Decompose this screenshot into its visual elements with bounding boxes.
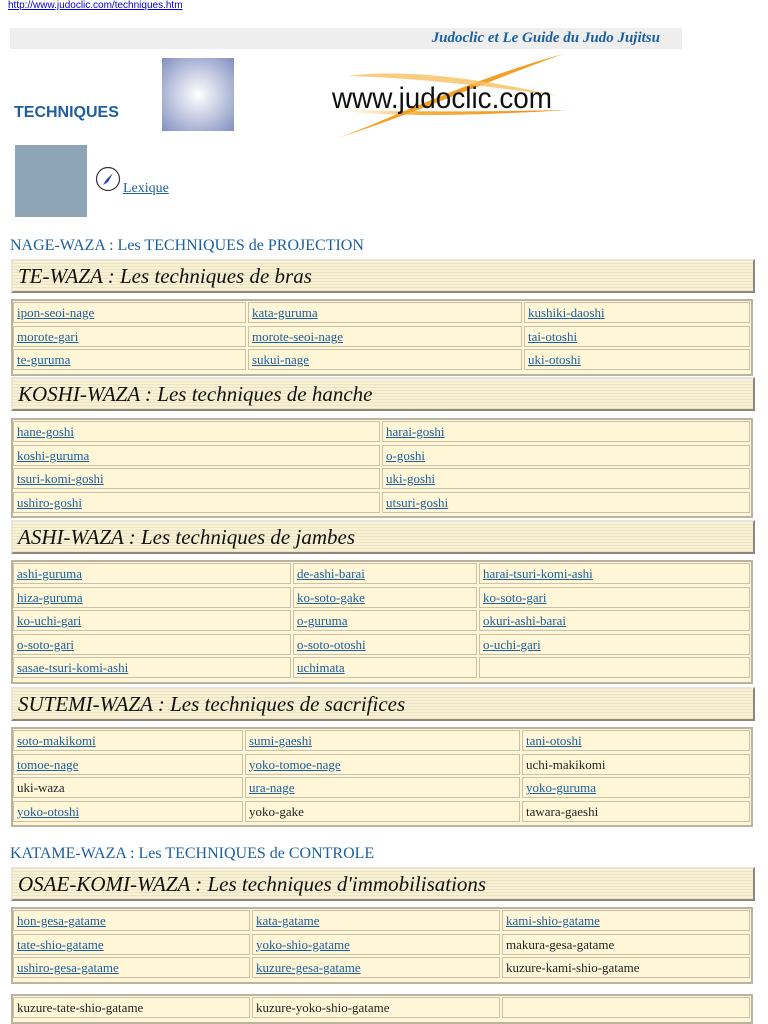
- technique-link[interactable]: o-uchi-gari: [483, 636, 541, 652]
- technique-cell: [248, 302, 522, 323]
- technique-cell: [13, 610, 291, 631]
- technique-cell: [293, 563, 477, 584]
- technique-cell: [382, 492, 750, 513]
- technique-link[interactable]: harai-tsuri-komi-ashi: [483, 566, 593, 581]
- technique-cell: [293, 634, 477, 655]
- logo-text: www.judoclic.com: [331, 82, 552, 115]
- technique-link[interactable]: o-guruma: [297, 613, 348, 629]
- technique-cell: [479, 610, 750, 631]
- technique-link[interactable]: ko-soto-gari: [483, 589, 547, 605]
- technique-cell: [245, 777, 520, 798]
- technique-link[interactable]: sumi-gaeshi: [249, 733, 312, 748]
- section-header: [11, 867, 755, 901]
- technique-link[interactable]: ura-nage: [249, 780, 295, 796]
- technique-link[interactable]: ushiro-goshi: [17, 494, 82, 510]
- technique-text: yoko-gake: [249, 803, 304, 819]
- technique-link[interactable]: yoko-tomoe-nage: [249, 756, 341, 772]
- technique-link[interactable]: uki-goshi: [386, 471, 436, 487]
- technique-cell: [13, 777, 243, 798]
- technique-cell: [479, 634, 750, 655]
- technique-cell: [13, 302, 246, 323]
- technique-link[interactable]: sukui-nage: [252, 352, 310, 368]
- technique-cell: [293, 657, 477, 678]
- technique-cell: [13, 730, 243, 751]
- technique-link[interactable]: kata-gatame: [256, 913, 320, 928]
- technique-cell: [502, 997, 750, 1018]
- technique-cell: [479, 563, 750, 584]
- technique-text: kuzure-yoko-shio-gatame: [256, 1000, 390, 1015]
- section-header-title: SUTEMI-WAZA : Les techniques de sacrifices: [18, 692, 406, 716]
- technique-link[interactable]: yoko-guruma: [526, 780, 597, 796]
- technique-cell: [13, 957, 250, 978]
- page-url-link[interactable]: http://www.judoclic.com/techniques.htm: [8, 0, 183, 11]
- technique-link[interactable]: ko-uchi-gari: [17, 613, 82, 629]
- technique-link[interactable]: de-ashi-barai: [297, 566, 365, 581]
- technique-link[interactable]: o-soto-gari: [17, 636, 75, 652]
- technique-cell: [248, 326, 522, 347]
- technique-cell: [13, 563, 291, 584]
- technique-cell: [13, 587, 291, 608]
- technique-cell: [252, 934, 500, 955]
- technique-cell: [293, 587, 477, 608]
- technique-cell: [245, 754, 520, 775]
- technique-cell: [502, 957, 750, 978]
- technique-link[interactable]: morote-seoi-nage: [252, 328, 343, 344]
- technique-cell: [252, 957, 500, 978]
- page-title: TECHNIQUES: [14, 104, 119, 121]
- technique-link[interactable]: okuri-ashi-barai: [483, 613, 567, 629]
- technique-link[interactable]: ipon-seoi-nage: [17, 305, 95, 320]
- technique-cell: [524, 326, 750, 347]
- technique-link[interactable]: tate-shio-gatame: [17, 936, 104, 952]
- technique-cell: [479, 657, 750, 678]
- technique-cell: [522, 777, 750, 798]
- section-header: [11, 687, 755, 721]
- technique-cell: [293, 610, 477, 631]
- technique-cell: [13, 801, 243, 822]
- section-header: [11, 377, 755, 411]
- technique-cell: [13, 997, 250, 1018]
- technique-text: kuzure-tate-shio-gatame: [17, 1000, 144, 1015]
- grey-image: [15, 145, 87, 217]
- technique-cell: [13, 910, 250, 931]
- technique-link[interactable]: uki-otoshi: [528, 352, 581, 368]
- section-header-title: KOSHI-WAZA : Les techniques de hanche: [18, 382, 373, 406]
- gradient-image: [162, 58, 234, 131]
- section-header-title: TE-WAZA : Les techniques de bras: [18, 264, 312, 288]
- technique-cell: [522, 730, 750, 751]
- technique-cell: [522, 754, 750, 775]
- technique-text: makura-gesa-gatame: [506, 936, 615, 952]
- technique-cell: [252, 910, 500, 931]
- technique-text: uchi-makikomi: [526, 756, 606, 772]
- technique-cell: [524, 349, 750, 370]
- technique-cell: [382, 468, 750, 489]
- technique-cell: [245, 730, 520, 751]
- technique-link[interactable]: kuzure-gesa-gatame: [256, 960, 361, 976]
- technique-cell: [13, 634, 291, 655]
- technique-cell: [13, 326, 246, 347]
- technique-cell: [245, 801, 520, 822]
- technique-link[interactable]: o-soto-otoshi: [297, 636, 366, 652]
- technique-cell: [252, 997, 500, 1018]
- katame-waza-heading: KATAME-WAZA : Les TECHNIQUES de CONTROLE: [10, 845, 375, 862]
- technique-link[interactable]: sasae-tsuri-komi-ashi: [17, 660, 129, 676]
- technique-cell: [13, 421, 380, 442]
- technique-link[interactable]: kami-shio-gatame: [506, 913, 600, 928]
- technique-link[interactable]: tani-otoshi: [526, 733, 582, 748]
- nage-waza-heading: NAGE-WAZA : Les TECHNIQUES de PROJECTION: [10, 237, 364, 254]
- technique-cell: [13, 492, 380, 513]
- technique-link[interactable]: hiza-guruma: [17, 589, 83, 605]
- technique-link[interactable]: yoko-otoshi: [17, 803, 80, 819]
- lexique-link[interactable]: Lexique: [123, 181, 169, 196]
- technique-text: tawara-gaeshi: [526, 803, 599, 819]
- technique-cell: [13, 349, 246, 370]
- technique-link[interactable]: kata-guruma: [252, 305, 318, 320]
- section-header-title: ASHI-WAZA : Les techniques de jambes: [18, 525, 355, 549]
- technique-link[interactable]: uchimata: [297, 660, 345, 676]
- technique-link[interactable]: soto-makikomi: [17, 733, 96, 748]
- technique-cell: [522, 801, 750, 822]
- technique-link[interactable]: ko-soto-gake: [297, 589, 365, 605]
- technique-text: kuzure-kami-shio-gatame: [506, 960, 640, 976]
- section-header: [11, 259, 755, 293]
- technique-cell: [524, 302, 750, 323]
- technique-link[interactable]: tomoe-nage: [17, 756, 79, 772]
- technique-link[interactable]: morote-gari: [17, 328, 79, 344]
- judoclic-logo[interactable]: [318, 50, 568, 142]
- technique-cell: [13, 468, 380, 489]
- technique-text: uki-waza: [17, 780, 65, 796]
- header-title: Judoclic et Le Guide du Judo Jujitsu: [431, 30, 660, 46]
- technique-link[interactable]: koshi-guruma: [17, 447, 90, 463]
- technique-cell: [502, 910, 750, 931]
- technique-link[interactable]: tai-otoshi: [528, 328, 578, 344]
- technique-link[interactable]: kushiki-daoshi: [528, 305, 605, 320]
- technique-link[interactable]: utsuri-goshi: [386, 494, 449, 510]
- technique-cell: [13, 754, 243, 775]
- technique-cell: [13, 657, 291, 678]
- header-bar: [10, 28, 682, 49]
- compass-icon[interactable]: [95, 166, 121, 192]
- technique-cell: [502, 934, 750, 955]
- technique-link[interactable]: o-goshi: [386, 447, 425, 463]
- technique-link[interactable]: ushiro-gesa-gatame: [17, 960, 119, 976]
- technique-link[interactable]: hane-goshi: [17, 424, 75, 439]
- technique-cell: [382, 421, 750, 442]
- technique-link[interactable]: ashi-guruma: [17, 566, 82, 581]
- technique-link[interactable]: yoko-shio-gatame: [256, 936, 350, 952]
- technique-cell: [13, 445, 380, 466]
- section-header: [11, 520, 755, 554]
- technique-cell: [248, 349, 522, 370]
- technique-link[interactable]: tsuri-komi-goshi: [17, 471, 104, 487]
- technique-cell: [382, 445, 750, 466]
- technique-link[interactable]: te-guruma: [17, 352, 71, 368]
- technique-cell: [479, 587, 750, 608]
- technique-link[interactable]: hon-gesa-gatame: [17, 913, 106, 928]
- technique-cell: [13, 934, 250, 955]
- technique-link[interactable]: harai-goshi: [386, 424, 445, 439]
- section-header-title: OSAE-KOMI-WAZA : Les techniques d'immobilisations: [18, 872, 487, 896]
